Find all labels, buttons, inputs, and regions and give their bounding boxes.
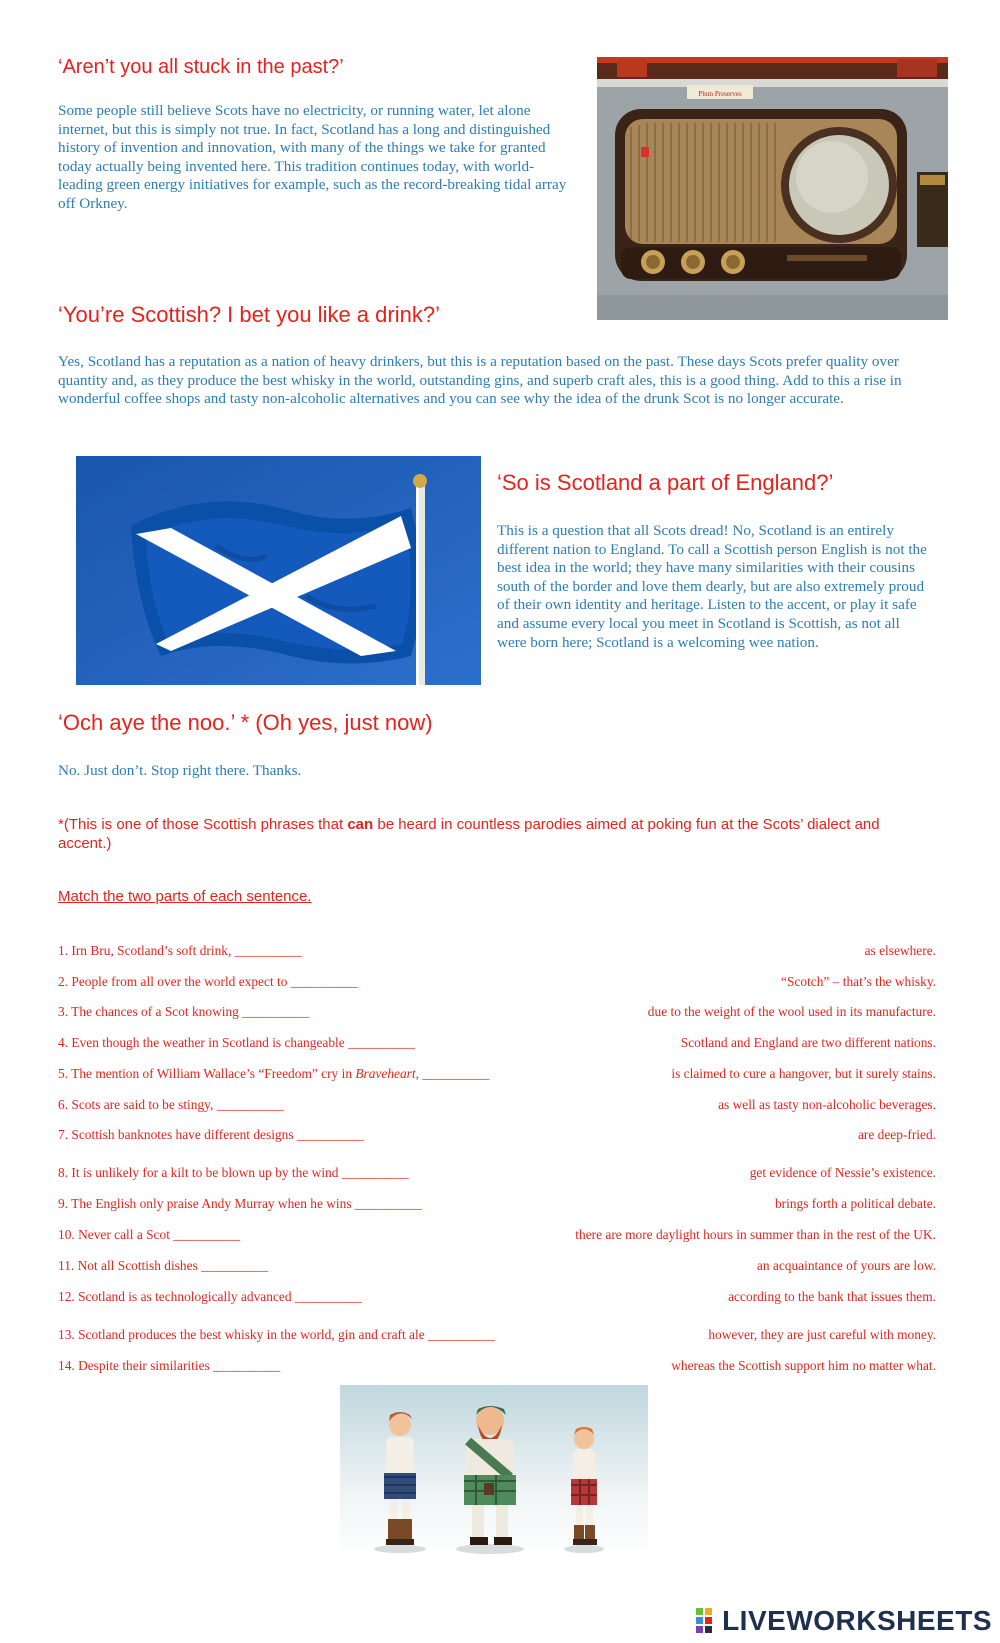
match-row-3 [58, 1004, 936, 1024]
blank-7[interactable]: __________ [296, 1127, 364, 1142]
match-left-12: 12. Scotland is as technologically advanced __________ [58, 1289, 362, 1304]
exercise-instruction: Match the two parts of each sentence. [58, 888, 312, 905]
match-left-9: 9. The English only praise Andy Murray when he wins __________ [58, 1196, 422, 1211]
match-right-8[interactable]: get evidence of Nessie’s existence. [749, 1165, 936, 1180]
note-text-before: *(This is one of those Scottish phrases that [58, 816, 348, 833]
red-sticker [641, 147, 649, 157]
match-row-13 [58, 1327, 936, 1347]
blank-1[interactable]: __________ [234, 943, 302, 958]
liveworksheets-logo-text: LIVEWORKSHEETS [722, 1605, 992, 1636]
match-right-13[interactable]: however, they are just careful with money. [708, 1327, 936, 1342]
match-row-7 [58, 1127, 936, 1147]
liveworksheets-logo[interactable] [696, 1605, 992, 1637]
match-left-10: 10. Never call a Scot __________ [58, 1227, 241, 1242]
scottish-flag-photo [76, 456, 481, 685]
blank-13[interactable]: __________ [428, 1327, 495, 1342]
paragraph-och-aye: No. Just don’t. Stop right there. Thanks. [58, 762, 302, 779]
match-row-4 [58, 1035, 936, 1055]
note-text-after: be heard in countless parodies aimed at poking fun at the Scots’ dialect and accent.) [58, 816, 880, 852]
match-left-7: 7. Scottish banknotes have different designs __________ [58, 1127, 364, 1142]
match-row-6 [58, 1097, 936, 1117]
match-row-2 [58, 974, 936, 994]
match-left-3: 3. The chances of a Scot knowing __________ [58, 1004, 310, 1019]
paragraph-like-a-drink: Yes, Scotland has a reputation as a nation of heavy drinkers, but this is a reputation based on the past. These days Scots prefer quality over quantity and, as they produce the best whisky in the world, outstanding gins, and superb craft ales, this is a good thing. Add to this a rise in wonderful coffee shops and tasty non-alcoholic alternatives and you can see why the idea of the drunk Scot is no longer accurate. [58, 353, 902, 408]
match-row-10 [58, 1227, 936, 1247]
match-left-14: 14. Despite their similarities __________ [58, 1358, 281, 1373]
match-row-1 [58, 943, 936, 963]
match-row-14 [58, 1358, 936, 1378]
match-left-13: 13. Scotland produces the best whisky in the world, gin and craft ale __________ [58, 1327, 495, 1342]
match-right-3[interactable]: due to the weight of the wool used in its manufacture. [647, 1004, 936, 1019]
match-right-4[interactable]: Scotland and England are two different nations. [680, 1035, 936, 1050]
heading-stuck-in-past: ‘Aren’t you all stuck in the past?’ [58, 56, 344, 78]
price-label-text: Plum Preserves [698, 90, 742, 98]
heading-part-of-england: ‘So is Scotland a part of England?’ [497, 470, 834, 495]
match-right-9[interactable]: brings forth a political debate. [774, 1196, 936, 1211]
match-right-10[interactable]: there are more daylight hours in summer than in the rest of the UK. [575, 1227, 936, 1242]
match-left-2: 2. People from all over the world expect to __________ [58, 974, 358, 989]
match-row-8 [58, 1165, 936, 1185]
match-row-11 [58, 1258, 936, 1278]
blank-9[interactable]: __________ [354, 1196, 422, 1211]
blank-8[interactable]: __________ [341, 1165, 409, 1180]
match-row-12 [58, 1289, 936, 1309]
note-text-bold: can [347, 816, 374, 833]
match-right-2[interactable]: “Scotch” – that’s the whisky. [781, 974, 936, 989]
blank-12[interactable]: __________ [294, 1289, 362, 1304]
match-row-5 [58, 1066, 936, 1086]
paragraph-part-of-england: This is a question that all Scots dread! No, Scotland is an entirely different nation to England. To call a Scottish person English is not the best idea in the world; they have many similarities with their cousins south of the border and love them dearly, but are also extremely proud of their own identity and heritage. Listen to the accent, or play it safe and assume every local you meet in Scotland is Scottish, as not all were born here; Scotland is a welcoming wee nation. [497, 522, 927, 651]
heading-like-a-drink: ‘You’re Scottish? I bet you like a drink?’ [58, 302, 440, 327]
match-right-1[interactable]: as elsewhere. [864, 943, 936, 958]
match-left-4: 4. Even though the weather in Scotland is changeable __________ [58, 1035, 416, 1050]
match-left-8: 8. It is unlikely for a kilt to be blown up by the wind __________ [58, 1165, 409, 1180]
blank-14[interactable]: __________ [213, 1358, 281, 1373]
match-left-5: 5. The mention of William Wallace’s “Freedom” cry in Braveheart, __________ [58, 1066, 490, 1081]
match-left-1: 1. Irn Bru, Scotland’s soft drink, __________ [58, 943, 302, 958]
match-row-9 [58, 1196, 936, 1216]
heading-och-aye: ‘Och aye the noo.’ * (Oh yes, just now) [58, 710, 433, 735]
match-right-5[interactable]: is claimed to cure a hangover, but it surely stains. [671, 1066, 936, 1081]
liveworksheets-logo-icon [696, 1608, 722, 1634]
match-left-6: 6. Scots are said to be stingy, __________ [58, 1097, 284, 1112]
dialect-note [58, 815, 928, 853]
paragraph-stuck-in-past: Some people still believe Scots have no electricity, or running water, let alone internet, but this is simply not true. In fact, Scotland has a long and distinguished history of invention and innovation, with many of the things we take for granted today actually being invented here. This tradition continues today, with world-leading green energy initiatives for example, such as the record-breaking tidal array off Orkney. [58, 102, 567, 212]
vintage-radio-photo [597, 57, 948, 320]
match-right-7[interactable]: are deep-fried. [857, 1127, 936, 1142]
match-right-12[interactable]: according to the bank that issues them. [728, 1289, 936, 1304]
match-right-6[interactable]: as well as tasty non-alcoholic beverages. [718, 1097, 936, 1112]
match-right-11[interactable]: an acquaintance of yours are low. [756, 1258, 936, 1273]
blank-2[interactable]: __________ [290, 974, 358, 989]
blank-11[interactable]: __________ [201, 1258, 269, 1273]
blank-3[interactable]: __________ [242, 1004, 310, 1019]
blank-4[interactable]: __________ [348, 1035, 416, 1050]
scots-in-kilts-illustration [340, 1385, 648, 1557]
blank-5[interactable]: __________ [422, 1066, 490, 1081]
match-left-11: 11. Not all Scottish dishes __________ [58, 1258, 269, 1273]
blank-10[interactable]: __________ [173, 1227, 241, 1242]
blank-6[interactable]: __________ [216, 1097, 284, 1112]
match-right-14[interactable]: whereas the Scottish support him no matter what. [671, 1358, 936, 1373]
